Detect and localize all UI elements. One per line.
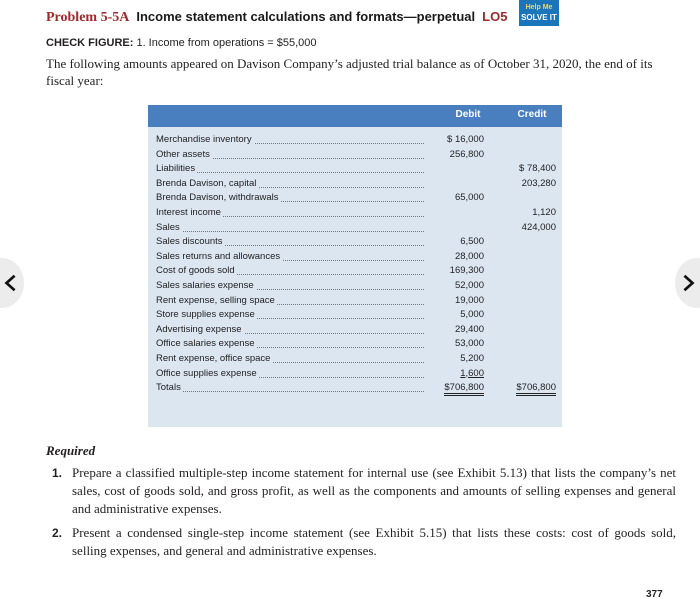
badge-bottom-text: SOLVE IT [521,13,557,22]
debit-cell [424,368,484,379]
row-label: Brenda Davison, capital [156,177,257,189]
problem-number: Problem 5-5A [46,10,130,25]
table-header [148,105,562,127]
row-label: Sales salaries expense [156,279,254,291]
leader-dots [160,231,424,232]
row-label: Sales returns and allowances [156,250,281,262]
debit-value: 169,300 [449,265,484,277]
required-item-text: Present a condensed single-step income statement (see Exhibit 5.15) that lists these costs: cost of goods sold, selling expenses, and general and administrative expenses. [72,525,676,558]
debit-cell [424,280,484,291]
credit-cell [496,382,556,393]
row-label: Office salaries expense [156,338,255,350]
learning-objective: LO5 [482,9,508,24]
row-label: Advertising expense [156,323,242,335]
table-row [156,353,562,368]
debit-value: $706,800 [444,382,484,396]
debit-cell [424,324,484,335]
debit-value: 53,000 [454,338,484,350]
debit-value: 29,400 [454,323,484,335]
debit-header: Debit [455,109,481,120]
table-row [156,265,562,280]
row-label: Totals [156,382,181,394]
table-row [156,280,562,295]
chevron-right-icon [679,274,697,292]
leader-dots [160,391,424,392]
row-label: Liabilities [156,163,196,175]
intro-text: The following amounts appeared on Davison Company’s adjusted trial balance as of October 31, 2020, the end of its fiscal year: [46,56,653,88]
required-item [46,464,676,518]
debit-cell [424,134,484,145]
debit-value: 52,000 [454,279,484,291]
table-rows [156,134,562,397]
required-item [46,524,676,560]
debit-value: 19,000 [454,294,484,306]
debit-cell [424,338,484,349]
table-row [156,207,562,222]
debit-value: 65,000 [454,192,484,204]
debit-cell [424,382,484,393]
debit-cell [424,192,484,203]
required-item-text: Prepare a classified multiple-step income statement for internal use (see Exhibit 5.13) that lists the company’s net sales, cost of goods sold, and gross profit, as well as the components and amounts of selling expenses and general and administrative expenses. [72,465,676,516]
debit-value: $ 16,000 [447,134,484,145]
debit-cell [424,309,484,320]
table-row [156,382,562,397]
table-row [156,338,562,353]
row-label: Store supplies expense [156,309,255,321]
table-row [156,134,562,149]
credit-value: 1,120 [532,206,556,218]
table-row [156,222,562,237]
check-figure [46,37,666,49]
credit-value: 424,000 [521,221,556,233]
required-item-number: 1. [52,466,63,480]
debit-value: 28,000 [454,250,484,262]
problem-title-line [46,8,666,27]
check-figure-text: 1. Income from operations = $55,000 [136,37,317,49]
table-row [156,236,562,251]
row-label: Brenda Davison, withdrawals [156,192,279,204]
required-section [46,442,676,566]
credit-cell [496,222,556,233]
table-row [156,295,562,310]
row-label: Office supplies expense [156,367,257,379]
help-me-solve-it-badge[interactable] [519,0,559,26]
credit-cell [496,163,556,174]
required-item-number: 2. [52,526,63,540]
debit-value: 256,800 [449,148,484,160]
debit-cell [424,265,484,276]
chevron-left-icon [2,274,20,292]
row-label: Rent expense, selling space [156,294,275,306]
previous-page-button[interactable] [0,258,24,308]
credit-cell [496,207,556,218]
required-heading: Required [46,443,96,458]
leader-dots [160,172,424,173]
row-label: Other assets [156,148,210,160]
credit-value: 203,280 [521,177,556,189]
table-row [156,309,562,324]
debit-cell [424,149,484,160]
table-row [156,163,562,178]
row-label: Merchandise inventory [156,134,252,145]
table-row [156,178,562,193]
debit-cell [424,251,484,262]
row-label: Sales discounts [156,236,223,248]
table-row [156,324,562,339]
credit-value: $706,800 [516,382,556,396]
problem-title: Income statement calculations and formats—perpetual [136,9,476,24]
debit-cell [424,236,484,247]
row-label: Interest income [156,206,221,218]
credit-value: $ 78,400 [519,163,556,175]
debit-value: 5,200 [460,352,484,364]
badge-top-text: Help Me [525,4,553,11]
page-number: 377 [646,589,663,600]
next-page-button[interactable] [675,258,700,308]
table-row [156,149,562,164]
debit-cell [424,353,484,364]
credit-header: Credit [517,109,547,120]
row-label: Sales [156,221,180,233]
row-label: Cost of goods sold [156,265,235,277]
trial-balance-table [148,105,562,427]
row-label: Rent expense, office space [156,352,271,364]
credit-cell [496,178,556,189]
problem-header [46,8,666,89]
table-row [156,368,562,383]
table-row [156,251,562,266]
debit-cell [424,295,484,306]
debit-value: 1,600 [460,367,484,379]
debit-value: 6,500 [460,236,484,248]
check-figure-label: CHECK FIGURE: [46,37,134,49]
table-row [156,192,562,207]
debit-value: 5,000 [460,309,484,321]
